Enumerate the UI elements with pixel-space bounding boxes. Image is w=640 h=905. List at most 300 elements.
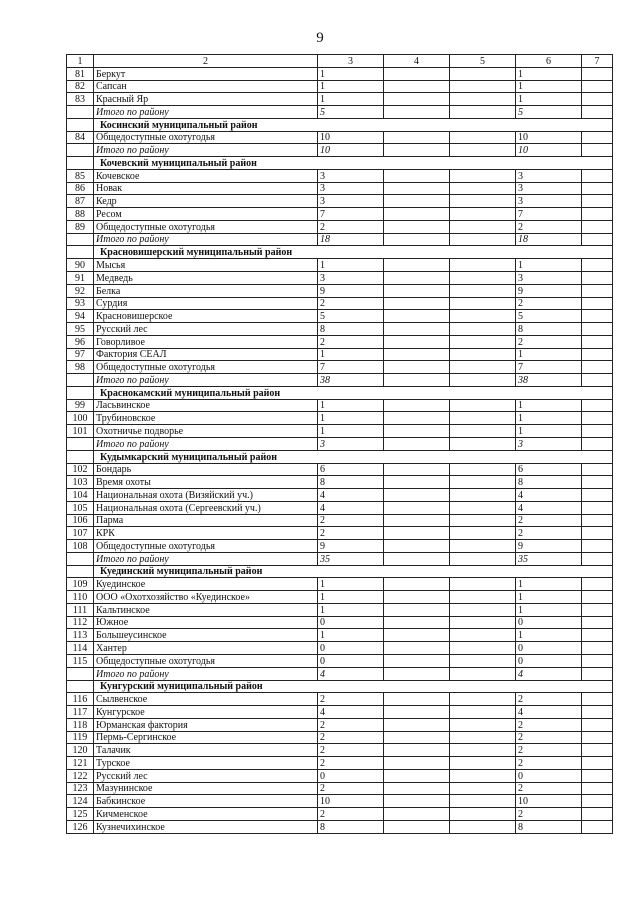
- column-7-cell: [582, 769, 613, 782]
- row-number-cell: [67, 118, 94, 131]
- column-5-cell: [450, 552, 516, 565]
- name-cell: Красновишерское: [94, 310, 318, 323]
- column-5-cell: [450, 425, 516, 438]
- row-number-cell: [67, 450, 94, 463]
- column-3-value: 3: [318, 437, 384, 450]
- column-7-cell: [582, 808, 613, 821]
- name-cell: Кедр: [94, 195, 318, 208]
- column-5-cell: [450, 93, 516, 106]
- row-number-cell: 102: [67, 463, 94, 476]
- table-row: [67, 654, 613, 667]
- column-5-cell: [450, 67, 516, 80]
- column-7-cell: [582, 272, 613, 285]
- table-row: [67, 782, 613, 795]
- column-5-cell: [450, 808, 516, 821]
- column-4-cell: [384, 348, 450, 361]
- table-row: [67, 284, 613, 297]
- row-number-cell: 103: [67, 476, 94, 489]
- column-5-cell: [450, 476, 516, 489]
- section-title: Куединский муниципальный район: [94, 565, 613, 578]
- name-cell: Сурдия: [94, 297, 318, 310]
- row-number-cell: 101: [67, 425, 94, 438]
- name-cell: Ресом: [94, 208, 318, 221]
- name-cell: Общедоступные охотугодья: [94, 361, 318, 374]
- column-3-value: 8: [318, 820, 384, 833]
- row-number-cell: [67, 565, 94, 578]
- column-5-cell: [450, 718, 516, 731]
- row-number-cell: 91: [67, 272, 94, 285]
- column-4-cell: [384, 310, 450, 323]
- column-7-cell: [582, 642, 613, 655]
- column-4-cell: [384, 527, 450, 540]
- column-5-cell: [450, 578, 516, 591]
- section-title: Косинский муниципальный район: [94, 118, 613, 131]
- section-row: [67, 157, 613, 170]
- column-7-cell: [582, 693, 613, 706]
- column-3-value: 1: [318, 93, 384, 106]
- table-row: [67, 629, 613, 642]
- row-number-cell: [67, 437, 94, 450]
- column-3-value: 1: [318, 80, 384, 93]
- column-5-cell: [450, 374, 516, 387]
- column-7-cell: [582, 489, 613, 502]
- column-3-value: 1: [318, 412, 384, 425]
- column-4-cell: [384, 514, 450, 527]
- column-6-value: 2: [516, 514, 582, 527]
- table-row: [67, 310, 613, 323]
- column-3-value: 1: [318, 603, 384, 616]
- row-number-cell: 105: [67, 501, 94, 514]
- column-5-cell: [450, 182, 516, 195]
- column-7-cell: [582, 744, 613, 757]
- total-row: [67, 144, 613, 157]
- table-row: [67, 616, 613, 629]
- column-7-cell: [582, 667, 613, 680]
- table-row: [67, 757, 613, 770]
- column-6-value: 3: [516, 272, 582, 285]
- column-7-cell: [582, 514, 613, 527]
- row-number-cell: 112: [67, 616, 94, 629]
- name-cell: Большеусинское: [94, 629, 318, 642]
- column-3-value: 8: [318, 323, 384, 336]
- name-cell: Хантер: [94, 642, 318, 655]
- column-6-value: 2: [516, 808, 582, 821]
- column-6-value: 10: [516, 131, 582, 144]
- column-7-cell: [582, 603, 613, 616]
- name-cell: Сапсан: [94, 80, 318, 93]
- name-cell: Русский лес: [94, 323, 318, 336]
- row-number-cell: 107: [67, 527, 94, 540]
- column-6-value: 1: [516, 80, 582, 93]
- column-6-value: 2: [516, 220, 582, 233]
- total-label: Итого по району: [94, 437, 318, 450]
- column-6-value: 1: [516, 603, 582, 616]
- column-5-cell: [450, 323, 516, 336]
- row-number-cell: 110: [67, 591, 94, 604]
- column-6-value: 3: [516, 437, 582, 450]
- column-3-value: 10: [318, 144, 384, 157]
- column-6-value: 0: [516, 769, 582, 782]
- column-7-cell: [582, 463, 613, 476]
- column-3-value: 3: [318, 272, 384, 285]
- column-4-cell: [384, 67, 450, 80]
- column-3-value: 10: [318, 131, 384, 144]
- name-cell: Национальная охота (Визяйский уч.): [94, 489, 318, 502]
- column-3-value: 2: [318, 220, 384, 233]
- total-row: [67, 667, 613, 680]
- column-3-value: 35: [318, 552, 384, 565]
- column-6-value: 2: [516, 782, 582, 795]
- column-3-value: 1: [318, 578, 384, 591]
- table-row: [67, 93, 613, 106]
- column-3-value: 1: [318, 67, 384, 80]
- name-cell: Трубиновское: [94, 412, 318, 425]
- column-3-value: 1: [318, 399, 384, 412]
- column-3-value: 4: [318, 706, 384, 719]
- column-7-cell: [582, 106, 613, 119]
- column-6-value: 0: [516, 654, 582, 667]
- name-cell: КРК: [94, 527, 318, 540]
- column-5-cell: [450, 208, 516, 221]
- column-3-value: 4: [318, 501, 384, 514]
- column-3-value: 2: [318, 514, 384, 527]
- row-number-cell: [67, 386, 94, 399]
- row-number-cell: 93: [67, 297, 94, 310]
- column-5-cell: [450, 757, 516, 770]
- column-6-value: 1: [516, 578, 582, 591]
- column-3-value: 2: [318, 757, 384, 770]
- row-number-cell: 98: [67, 361, 94, 374]
- page-number: 9: [316, 30, 324, 46]
- row-number-cell: 90: [67, 259, 94, 272]
- total-row: [67, 106, 613, 119]
- header-row: [67, 55, 613, 68]
- table-row: [67, 642, 613, 655]
- column-7-cell: [582, 616, 613, 629]
- row-number-cell: 104: [67, 489, 94, 502]
- name-cell: Общедоступные охотугодья: [94, 540, 318, 553]
- column-4-cell: [384, 437, 450, 450]
- column-5-cell: [450, 693, 516, 706]
- column-7-cell: [582, 67, 613, 80]
- section-row: [67, 450, 613, 463]
- name-cell: Кузнечихинское: [94, 820, 318, 833]
- column-6-value: 18: [516, 233, 582, 246]
- column-3-value: 3: [318, 195, 384, 208]
- column-3-value: 4: [318, 489, 384, 502]
- column-5-cell: [450, 412, 516, 425]
- table-row: [67, 489, 613, 502]
- row-number-cell: 87: [67, 195, 94, 208]
- column-4-cell: [384, 208, 450, 221]
- column-7-cell: [582, 501, 613, 514]
- total-label: Итого по району: [94, 667, 318, 680]
- column-7-cell: [582, 757, 613, 770]
- column-5-cell: [450, 514, 516, 527]
- table-row: [67, 744, 613, 757]
- table-row: [67, 476, 613, 489]
- name-cell: Юрманская фактория: [94, 718, 318, 731]
- column-3-value: 2: [318, 782, 384, 795]
- column-7-cell: [582, 552, 613, 565]
- row-number-cell: 83: [67, 93, 94, 106]
- column-5-cell: [450, 195, 516, 208]
- column-6-value: 10: [516, 144, 582, 157]
- column-4-cell: [384, 769, 450, 782]
- column-3-value: 2: [318, 527, 384, 540]
- column-6-value: 2: [516, 757, 582, 770]
- column-3-value: 18: [318, 233, 384, 246]
- row-number-cell: 121: [67, 757, 94, 770]
- name-cell: Белка: [94, 284, 318, 297]
- section-row: [67, 118, 613, 131]
- column-5-cell: [450, 540, 516, 553]
- row-number-cell: [67, 106, 94, 119]
- column-header-7: 7: [582, 55, 613, 68]
- name-cell: Пермь-Сергинское: [94, 731, 318, 744]
- column-6-value: 2: [516, 693, 582, 706]
- column-4-cell: [384, 706, 450, 719]
- column-7-cell: [582, 93, 613, 106]
- table-row: [67, 591, 613, 604]
- row-number-cell: 125: [67, 808, 94, 821]
- column-5-cell: [450, 629, 516, 642]
- column-7-cell: [582, 540, 613, 553]
- column-5-cell: [450, 820, 516, 833]
- column-7-cell: [582, 259, 613, 272]
- column-5-cell: [450, 310, 516, 323]
- column-6-value: 1: [516, 591, 582, 604]
- name-cell: Турское: [94, 757, 318, 770]
- row-number-cell: 96: [67, 335, 94, 348]
- row-number-cell: 108: [67, 540, 94, 553]
- name-cell: Время охоты: [94, 476, 318, 489]
- column-3-value: 2: [318, 731, 384, 744]
- name-cell: Куединское: [94, 578, 318, 591]
- column-6-value: 3: [516, 182, 582, 195]
- column-6-value: 9: [516, 540, 582, 553]
- column-6-value: 8: [516, 820, 582, 833]
- column-6-value: 6: [516, 463, 582, 476]
- column-7-cell: [582, 399, 613, 412]
- column-4-cell: [384, 80, 450, 93]
- row-number-cell: 94: [67, 310, 94, 323]
- name-cell: Общедоступные охотугодья: [94, 654, 318, 667]
- name-cell: Ласьвинское: [94, 399, 318, 412]
- name-cell: Фактория СЕАЛ: [94, 348, 318, 361]
- column-6-value: 35: [516, 552, 582, 565]
- column-4-cell: [384, 731, 450, 744]
- table-row: [67, 501, 613, 514]
- column-6-value: 1: [516, 399, 582, 412]
- section-row: [67, 386, 613, 399]
- column-7-cell: [582, 220, 613, 233]
- table-row: [67, 208, 613, 221]
- row-number-cell: 82: [67, 80, 94, 93]
- column-6-value: 10: [516, 795, 582, 808]
- column-4-cell: [384, 233, 450, 246]
- column-4-cell: [384, 284, 450, 297]
- column-7-cell: [582, 374, 613, 387]
- column-7-cell: [582, 208, 613, 221]
- column-5-cell: [450, 744, 516, 757]
- row-number-cell: 122: [67, 769, 94, 782]
- column-6-value: 4: [516, 667, 582, 680]
- column-4-cell: [384, 220, 450, 233]
- column-6-value: 2: [516, 297, 582, 310]
- column-3-value: 9: [318, 540, 384, 553]
- column-5-cell: [450, 348, 516, 361]
- column-7-cell: [582, 437, 613, 450]
- column-4-cell: [384, 195, 450, 208]
- column-7-cell: [582, 527, 613, 540]
- column-6-value: 8: [516, 323, 582, 336]
- column-3-value: 0: [318, 769, 384, 782]
- row-number-cell: 88: [67, 208, 94, 221]
- column-7-cell: [582, 731, 613, 744]
- table-row: [67, 399, 613, 412]
- column-5-cell: [450, 603, 516, 616]
- table-row: [67, 131, 613, 144]
- column-6-value: 4: [516, 501, 582, 514]
- name-cell: Кунгурское: [94, 706, 318, 719]
- table-row: [67, 769, 613, 782]
- column-4-cell: [384, 744, 450, 757]
- total-label: Итого по району: [94, 552, 318, 565]
- column-4-cell: [384, 578, 450, 591]
- column-6-value: 9: [516, 284, 582, 297]
- row-number-cell: 111: [67, 603, 94, 616]
- column-7-cell: [582, 284, 613, 297]
- table-row: [67, 718, 613, 731]
- row-number-cell: 86: [67, 182, 94, 195]
- column-7-cell: [582, 795, 613, 808]
- row-number-cell: [67, 246, 94, 259]
- column-4-cell: [384, 808, 450, 821]
- column-4-cell: [384, 169, 450, 182]
- column-4-cell: [384, 259, 450, 272]
- column-7-cell: [582, 131, 613, 144]
- section-title: Красновишерский муниципальный район: [94, 246, 613, 259]
- column-3-value: 1: [318, 348, 384, 361]
- total-row: [67, 552, 613, 565]
- column-7-cell: [582, 476, 613, 489]
- name-cell: Сылвенское: [94, 693, 318, 706]
- column-3-value: 9: [318, 284, 384, 297]
- table-row: [67, 578, 613, 591]
- row-number-cell: [67, 680, 94, 693]
- name-cell: Южное: [94, 616, 318, 629]
- section-row: [67, 680, 613, 693]
- table-row: [67, 706, 613, 719]
- column-4-cell: [384, 425, 450, 438]
- row-number-cell: 126: [67, 820, 94, 833]
- name-cell: Говорливое: [94, 335, 318, 348]
- column-4-cell: [384, 476, 450, 489]
- column-4-cell: [384, 182, 450, 195]
- column-6-value: 0: [516, 616, 582, 629]
- table-row: [67, 693, 613, 706]
- column-4-cell: [384, 616, 450, 629]
- column-6-value: 4: [516, 706, 582, 719]
- column-4-cell: [384, 323, 450, 336]
- row-number-cell: 85: [67, 169, 94, 182]
- column-6-value: 2: [516, 718, 582, 731]
- column-4-cell: [384, 144, 450, 157]
- section-row: [67, 246, 613, 259]
- name-cell: Мысья: [94, 259, 318, 272]
- row-number-cell: 120: [67, 744, 94, 757]
- column-7-cell: [582, 425, 613, 438]
- column-6-value: 7: [516, 361, 582, 374]
- column-6-value: 1: [516, 93, 582, 106]
- column-7-cell: [582, 335, 613, 348]
- table-row: [67, 335, 613, 348]
- total-row: [67, 233, 613, 246]
- table-row: [67, 540, 613, 553]
- column-6-value: 4: [516, 489, 582, 502]
- table-body: [67, 55, 613, 834]
- name-cell: Общедоступные охотугодья: [94, 220, 318, 233]
- column-6-value: 1: [516, 425, 582, 438]
- column-3-value: 10: [318, 795, 384, 808]
- column-header-1: 1: [67, 55, 94, 68]
- table-row: [67, 603, 613, 616]
- column-7-cell: [582, 348, 613, 361]
- column-4-cell: [384, 489, 450, 502]
- row-number-cell: 99: [67, 399, 94, 412]
- column-3-value: 6: [318, 463, 384, 476]
- column-5-cell: [450, 501, 516, 514]
- column-6-value: 0: [516, 642, 582, 655]
- column-5-cell: [450, 706, 516, 719]
- table-row: [67, 348, 613, 361]
- table-row: [67, 808, 613, 821]
- column-4-cell: [384, 603, 450, 616]
- column-7-cell: [582, 297, 613, 310]
- row-number-cell: 84: [67, 131, 94, 144]
- row-number-cell: 113: [67, 629, 94, 642]
- column-5-cell: [450, 131, 516, 144]
- column-6-value: 3: [516, 195, 582, 208]
- column-6-value: 2: [516, 527, 582, 540]
- section-title: Кудымкарский муниципальный район: [94, 450, 613, 463]
- name-cell: Мазунинское: [94, 782, 318, 795]
- column-5-cell: [450, 259, 516, 272]
- name-cell: Национальная охота (Сергеевский уч.): [94, 501, 318, 514]
- row-number-cell: 114: [67, 642, 94, 655]
- column-5-cell: [450, 220, 516, 233]
- column-5-cell: [450, 795, 516, 808]
- column-header-2: 2: [94, 55, 318, 68]
- column-7-cell: [582, 182, 613, 195]
- column-5-cell: [450, 335, 516, 348]
- name-cell: Талачик: [94, 744, 318, 757]
- column-4-cell: [384, 795, 450, 808]
- table-row: [67, 169, 613, 182]
- name-cell: Охотничье подворье: [94, 425, 318, 438]
- row-number-cell: 89: [67, 220, 94, 233]
- table-row: [67, 182, 613, 195]
- column-4-cell: [384, 591, 450, 604]
- column-3-value: 1: [318, 591, 384, 604]
- name-cell: Русский лес: [94, 769, 318, 782]
- table-row: [67, 412, 613, 425]
- column-5-cell: [450, 731, 516, 744]
- column-7-cell: [582, 323, 613, 336]
- total-row: [67, 437, 613, 450]
- column-7-cell: [582, 578, 613, 591]
